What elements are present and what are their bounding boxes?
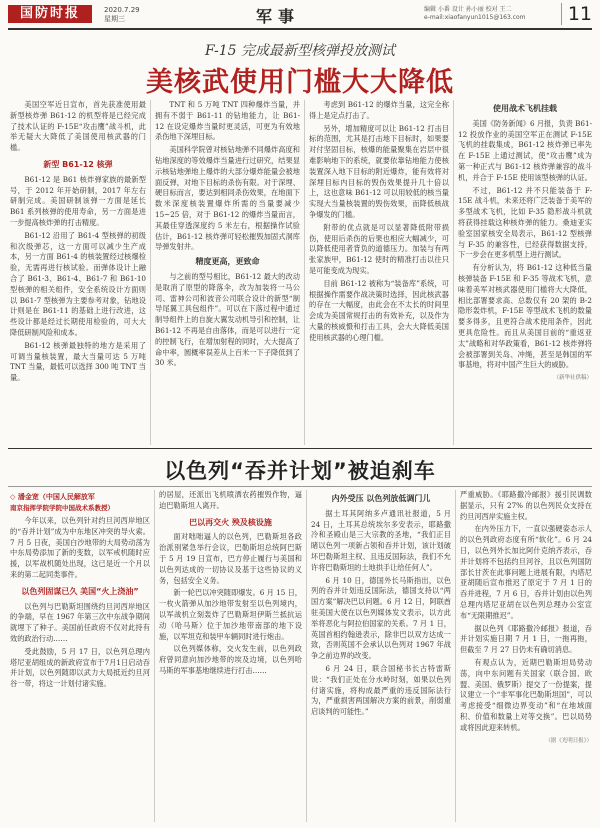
section-title: 军事 [256, 7, 301, 26]
column-divider [453, 100, 454, 445]
paragraph: B61-12 核弹最独特的地方是采用了可调当量核装置，最大当量可达 5 万吨 TNT 当量，最低可以选择 300 吨 TNT 当量。 [10, 340, 146, 383]
paragraph: 的居屋，还派出飞机喷洒农药摧毁作物，逼迫巴勒斯坦人离开。 [159, 490, 302, 510]
subheading: 内外受压 以色列放低调门儿 [331, 494, 431, 503]
paragraph: 美国《防务新闻》6 月报，负责 B61-12 投放作业的美国空军正在测试 F-15E 飞机的挂载集成，B61-12 核炸弹已率先在 F-15E 上通过测试，使“攻击鹰”成为第一种正式与 B61-12 核炸弹兼容的战斗机，并合于 F-15E 使用该型核弹的认证。 [458, 118, 592, 182]
subheading: 新型 B61-12 核弹 [43, 159, 113, 169]
paragraph: 有分析认为，将 B61-12 这种低当量核弹装备 F-15E 和 F-35 等战术飞机，意味着美军对核武器使用门槛将大大降低，相比部署要求高、总数仅有 20 架的 B-2 隐形轰炸机，F-15E 等型战术飞机的数量要多得多，且更符合战术使用条件，因此更具危险性。而且从美国目前的“重返亚太”战略和对华政策看，B61-12 核炸弹将会被部署到关岛、冲绳，甚至是韩国的军事基地，将对中国产生巨大的威胁。 [458, 263, 592, 370]
paragraph: 新一轮巴以冲突随即爆发。6 月 15 日，一枚火箭弹从加沙地带发射至以色列境内，以军战机立刻轰炸了巴勒斯坦伊斯兰抵抗运动（哈马斯）位于加沙地带南部的地下设施，以军坦克和装甲车辆同时进行炮击。 [159, 588, 302, 641]
paragraph: 美国科学院曾对核钻地弹不同爆炸高度和钻地深度的等效爆炸当量进行过研究，结果显示核钻地弹地上爆炸的大部分爆炸能量会被地面反弹，对地下目标的杀伤有限。对于深埋、硬目标而言，要达到相同杀伤效果，在地面下数米深度核装置爆炸所需的当量要减少 15~25 倍，对于 B61-12 的爆炸当量而言，其最佳穿透深度约 5 米左右，根据操作试验估计，B61-12 核炸弹可轻松摧毁加固式洞库导弹发射井。 [155, 145, 300, 252]
article2-author: ◇ 潘金宽（中国人民解放军 [10, 493, 95, 501]
paragraph: TNT 和 5 万吨 TNT 四种爆炸当量，并拥有不弱于 B61-11 的钻地能力，让 B61-12 在设定爆炸当量时更灵活，可更为有效地杀伤地下深埋目标。 [155, 100, 300, 142]
paragraph: 据土耳其阿纳多卢通讯社报道，5 月 24 日，土耳其总统埃尔多安表示，耶路撒冷和圣殿山是三大宗教的圣地，“我们正目睹以色列一项新占领和吞并计划，该计划破坏巴勒斯坦主权、且违反国际法，我们不允许将巴勒斯坦的土地拱手让给任何人”。 [311, 508, 451, 572]
paragraph: 考虑到 B61-12 的爆炸当量，这完全称得上是定点打击了。 [309, 100, 449, 120]
article1-column-1 [10, 100, 146, 445]
article1-column-2 [155, 100, 300, 445]
source-credit: （据《光明日报》） [545, 737, 592, 744]
article1-column-4 [458, 100, 592, 445]
source-credit: （新华社供稿） [553, 375, 592, 382]
paragraph: 在内外压力下，一直以强硬姿态示人的以色列政府态度有所“软化”。6 月 24 日，以色列外长加比阿什克纳齐表示，吞并计划将不包括约旦河谷，且以色列国防部长甘茨在此事问题上进展有限，内塔尼亚胡随后宣布推迟了原定于 7 月 1 日的吞并进程，7 月 6 日，吞并计划由以色列总理内塔尼亚胡在以色列总理办公室宣布“无限期推迟”。 [460, 524, 592, 620]
masthead [8, 4, 592, 26]
paragraph: 今年以来，以色列针对约旦河西岸地区的“吞并计划”成为中东地区冲突的导火索。7 月 5 日夜，美国白沙地带的大局势动荡为中东局势添加了新的变数，以军戒机随时应援，以军战机随处出现，这已是近一个月以来的第二起同类事件。 [10, 516, 150, 579]
newspaper-logo: 国防时报 [8, 5, 92, 23]
masthead-rule [8, 28, 592, 30]
paragraph: 目前 B61-12 被称为“装备库”系统，可根据操作需要作战决策时选择，因此核武器的存在一大幅度，由此会在不太长的时间里会成为美国常规打击的有效补充，以及作为大量的核威慑和打击工具，会大大降低美国使用核武器的心理门槛。 [309, 278, 449, 342]
column-divider [306, 490, 307, 822]
paragraph: 美国空军近日宣布，首先获准使用最新型核炸弹 B61-12 的机型将是已经完成了技术认证的 F-15E“攻击鹰”战斗机，此举无疑大大降低了美国使用核武器的门槛。 [10, 100, 146, 153]
issue-date [104, 6, 140, 24]
article2-author-affiliation: 南京指挥学院学院中国战术系教授） [10, 504, 114, 512]
article2-column-1 [10, 516, 150, 822]
column-divider [150, 100, 151, 445]
column-divider [455, 490, 456, 822]
paragraph: 受此鼓励，5 月 17 日，以色列总理内塔尼亚胡组成的新政府宣布于7月1日启动吞并计划，以色列随即以武力大局抵近约旦河谷一带，将这一计划付诸实施。 [10, 646, 150, 689]
article2-column-2 [159, 490, 302, 822]
paragraph: 附带的优点就是可以显著降低附带损伤，使用后杀伤的后果也相应大幅减少，可以降低使用者背负的道德压力。加装与有两张家族甲，B61-12 使时的精准打击以往只是可能变成为现实。 [309, 222, 449, 275]
paragraph: 6 月 10 日，德国外长马斯指出，以色列的吞并计划违反国际法，德国支持以“两国方案”解决巴以问题。6 月 12 日，阿联酋驻美国大使在以色列媒体发文表示，以方此举将恶化与阿拉伯国家的关系。7 月 1 日，英国首相约翰逊表示，除非巴以双方达成一致，否则英国不会承认以色列对 1967 年战争之前边界的改变。 [311, 575, 451, 661]
column-divider [304, 100, 305, 445]
column-divider [154, 490, 155, 822]
staff-names: 编辑 小番 设计 孙小丽 校对 王二 [424, 6, 512, 13]
subheading: 使用战术飞机挂载 [493, 104, 557, 113]
paragraph: 有观点认为，近期巴勒斯坦局势动荡，向中东问题有关国家（联合国、欧盟、美国、俄罗斯）提交了一份提案，提议建立一个“非军事化巴勒斯坦国”，可以考虑接受“细微边界变动”和“在地域面积、价值和数量上对等交换”。巴以局势或将因此迎来转机。 [460, 657, 592, 732]
article1-headline: 美核武使用门槛大大降低 [146, 67, 454, 98]
subheading: 以色列固谋已久 美国“火上浇油” [21, 586, 139, 596]
article1-kicker: F-15 完成最新型核弹投放测试 [204, 43, 396, 59]
paragraph: 面对咄咄逼人的以色列，巴勒斯坦各政治派别紧急举行会议，巴勒斯坦总统阿巴斯于 5 月 19 日宣布，巴方停止履行与美国和以色列达成的一切协议及基于这些协议的义务，包括安全义务。 [159, 532, 302, 585]
subheading: 精度更高，更致命 [195, 257, 260, 267]
paragraph: 另外，增加精度可以让 B61-12 打击目标的范围，尤其是打击地下目标时，如果要对付坚固目标，核爆的能量聚集在岩层中很难影响地下的系统，就要依靠钻地能力使核装置深入地下目标的附近爆炸，能有效将对深埋目标内目标的毁伤效果提升几十倍以上，这也意味 B61-12 可以用较低的核当量实现大当量核装置的毁伤效果，而降低核战争爆发的门槛。 [309, 123, 449, 219]
paragraph: 不过，B61-12 并不只能装备于 F-15E 战斗机，未来还将广泛装备于美军的多型战术飞机，比如 F-35 隐形战斗机就将获得挂载这种核炸弹的能力。桑迪亚实验室国家核安全局表示，B61-12 型核弹与 F-35 的兼容性，已经获得数据支持，下一步会在更多机型上进行测试。 [458, 185, 592, 260]
article2-column-3 [311, 490, 451, 822]
article2-column-4 [460, 490, 592, 822]
paragraph: 与之前的型号相比，B61-12 最大的改动是取消了原型的降落伞，改为加装将一马公司、雷神公司和波音公司联合设计的新型“制导尾翼工具包组件”。可以在下落过程中通过制导组件上的自旋大翼发动机导引和控制，让 B61-12 不再是自由落体，而是可以进行一定的控制飞行，在增加射程的同时，大大提高了命中率，圆概率误差从上百米一下子降低到了 30 米。 [155, 271, 300, 368]
page-number: 11 [561, 3, 592, 25]
weekday-value: 星期三 [104, 15, 125, 23]
staff-email: e-mail:xiaofanyun1015@163.com [424, 14, 526, 21]
date-value: 2020.7.29 [104, 6, 140, 14]
paragraph: 据以色列《耶路撒冷邮报》报道，吞并计划实施日期 7 月 1 日，一拖再拖，但截至 7 月 27 日仍未有确切消息。 [460, 623, 592, 655]
paragraph: 严重威胁。《耶路撒冷邮报》援引民调数据显示，只有 27% 的以色列民众支持在约旦河西岸实施主权。 [460, 490, 592, 521]
paragraph: 以色列与巴勒斯坦围绕约旦河西岸地区的争端，早在 1967 年第三次中东战争期间就埋下了种子。美国前任政府不仅对此持有效的政治行动…… [10, 601, 150, 643]
staff-credits [424, 6, 574, 22]
article2-headline: 以色列“吞并计划”被迫刹车 [164, 459, 436, 483]
paragraph: B61-12 是 B61 核炸弹家族的最新型号，于 2012 年开始研制，2017 年左右研制完成。美国研制该弹一方面是延长 B61 系列核弹的使用寿命，另一方面是进一步提高核炸弹的打击精度。 [10, 174, 146, 227]
headline-rule [8, 486, 592, 487]
paragraph: 以色列媒体称，交火发生前，以色列政府曾同意向加沙地带的埃及边境，以色列哈马斯的军事基地继续进行打击…… [159, 644, 302, 675]
paragraph: 6 月 24 日，联合国秘书长古特雷斯说：“我们正处在分水岭时刻，如果以色列付诸实施，将构成最严重的违反国际法行为，严重损害两国解决方案的前景，削弱重启谈判的可能性。” [311, 663, 451, 717]
subheading: 巴以再交火 殃及核设施 [189, 517, 272, 527]
paragraph: B61-12 沿用了 B61-4 型核弹的初级和次级弹芯，这一方面可以减少生产成本，另一方面 B61-4 的核装置经过核爆检验，无需再进行核试验。而弹体设计上融合了 B61-3、B61-4、B61-7 和 B61-10 型核弹的相关组件，安全系统设计方面则以 B61-7 型核弹为主要参考对象，钻地设计则是在 B61-11 的基础上进行改进，这些设计都是经过长期使用检验的，可大大降低研制风险和成本。 [10, 230, 146, 337]
article1-column-3 [309, 100, 449, 445]
article-separator [8, 448, 592, 449]
